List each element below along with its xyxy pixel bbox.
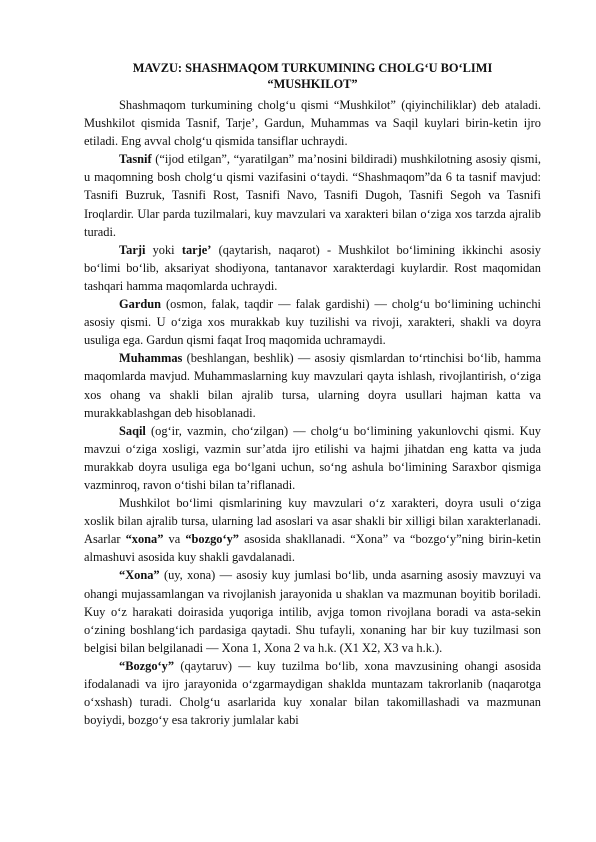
paragraph-text: (osmon, falak, taqdir — falak gardishi) — cholg‘u bo‘limining uchinchi asosiy qismi. U o‘ziga xos murakkab kuy tuzilishi va rivoji, xarakteri, shakli va doyra usuliga ega. Gardun qismi faqat Iroq maqomida uchramaydi. (84, 297, 541, 348)
paragraph-text: (qaytarish, naqarot) - Mushkilot bo‘limining ikkinchi asosiy bo‘limi bo‘lib, aksariyat shodiyona, tantanavor xarakterdagi kuylardir. Rost maqomidan tashqari hamma maqomlarda uchraydi. (84, 242, 541, 293)
term-tarje: tarje’ (181, 242, 212, 257)
term-bozgoy: “bozgo‘y” (185, 532, 240, 547)
paragraph-text: (“ijod etilgan”, “yaratilgan” ma’nosini bildiradi) mushkilotning asosiy qismi, u maqomning bosh cholg‘u qismi vazifasini o‘taydi. “Shashmaqom”da 6 ta tasnif mavjud: Tasnifi Buzruk, Tasnifi Rost, Tasnifi Navo, Tasnifi Dugoh, Tasnifi Segoh va Tasnifi Iroqlardir. Ular parda tuzilmalari, kuy mavzulari va xarakteri bilan o‘ziga xos tarzda ajralib turadi. (84, 152, 541, 239)
term-xona: “xona” (125, 532, 164, 547)
paragraph-text: (beshlangan, beshlik) — asosiy qismlardan to‘rtinchisi bo‘lib, hamma maqomlarda mavjud. Muhammaslarning kuy mavzulari qayta ishlash, rivojlantirish, o‘ziga xos ohang va shakli bilan ajralib tursa, ularning doyra usullari hajman katta va murakkablashgan deb hisoblanadi. (84, 351, 541, 420)
paragraph-text: (og‘ir, vazmin, cho‘zilgan) — cholg‘u bo‘limining yakunlovchi qismi. Kuy mavzui o‘ziga xosligi, vazmin sur’atda ijro etilishi va hajmi jihatdan eng katta va juda murakkab doyra usuliga ega bo‘lgani uchun, so‘ng ashula bo‘limining Saraxbor qismiga vazminroq, ravon o‘tishi bilan ta’riflanadi. (84, 423, 541, 492)
paragraph-text: (uy, xona) — asosiy kuy jumlasi bo‘lib, unda asarning asosiy mavzuyi va ohangi mujassamlangan va rivojlanish jarayonida u shaklan va mazmunan boyitib boriladi. Kuy o‘z harakati doirasida yuqoriga intilib, avjga tomon rivojlana boradi va asta-sekin o‘zining boshlang‘ich pardasiga qaytadi. Shu tufayli, xonaning har bir kuy tuzilmasi son belgisi bilan belgilanadi — Xona 1, Xona 2 va h.k. (X1 X2, X3 va h.k.). (84, 568, 541, 655)
paragraph-text: Shashmaqom turkumining cholg‘u qismi “Mushkilot” (qiyinchiliklar) deb ataladi. Mushkilot qismida Tasnif, Tarje’, Gardun, Muhammas va Saqil kuylari birin-ketin ijro etiladi. Eng avval cholg‘u qismida tansiflar uchraydi. (84, 98, 541, 149)
paragraph-bozgoy (84, 657, 541, 729)
term-tasnif: Tasnif (119, 152, 152, 167)
term-saqil: Saqil (119, 423, 146, 438)
paragraph-intro (84, 96, 541, 150)
paragraph-muhammas (84, 349, 541, 421)
paragraph-text: Mushkilot bo‘limi qismlarining kuy mavzulari o‘z xarakteri, doyra usuli o‘ziga xoslik bilan ajralib tursa, ularning lad asoslari va asar shakli bir xilligi bilan xarakterlanadi. Asarlar (84, 496, 541, 547)
term-bozgoy-definition: “Bozgo‘y” (119, 658, 175, 673)
paragraph-gardun (84, 295, 541, 349)
paragraph-text: va (163, 532, 186, 547)
paragraph-text: (qaytaruv) — kuy tuzilma bo‘lib, xona mavzusining ohangi asosida ifodalanadi va ijro jarayonida o‘zgarmaydigan shaklda muntazam takrorlanib (naqarotga o‘xshash) turadi. Cholg‘u asarlarida kuy xonalar bilan takomillashadi va mazmunan boyiydi, bozgo‘y esa takroriy jumlalar kabi (84, 658, 541, 728)
paragraph-text: asosida shakllanadi. “Xona” va “bozgo‘y”ning birin-ketin almashuvi asosida kuy shakli gavdalanadi. (84, 532, 542, 565)
term-muhammas: Muhammas (119, 351, 183, 366)
paragraph-tasnif (84, 150, 541, 240)
paragraph-xona (84, 566, 541, 656)
paragraph-saqil (84, 422, 541, 494)
paragraph-text: yoki (145, 242, 182, 257)
paragraph-tarji (84, 241, 541, 295)
term-xona-definition: “Xona” (119, 568, 160, 583)
term-tarji: Tarji (119, 242, 146, 257)
document-page (84, 60, 541, 729)
paragraph-mushkilot-structure (84, 494, 541, 566)
term-gardun: Gardun (119, 297, 162, 312)
document-title: MAVZU: SHASHMAQOM TURKUMINING CHOLG‘U BO‘LIMI “MUSHKILOT” (132, 61, 493, 91)
